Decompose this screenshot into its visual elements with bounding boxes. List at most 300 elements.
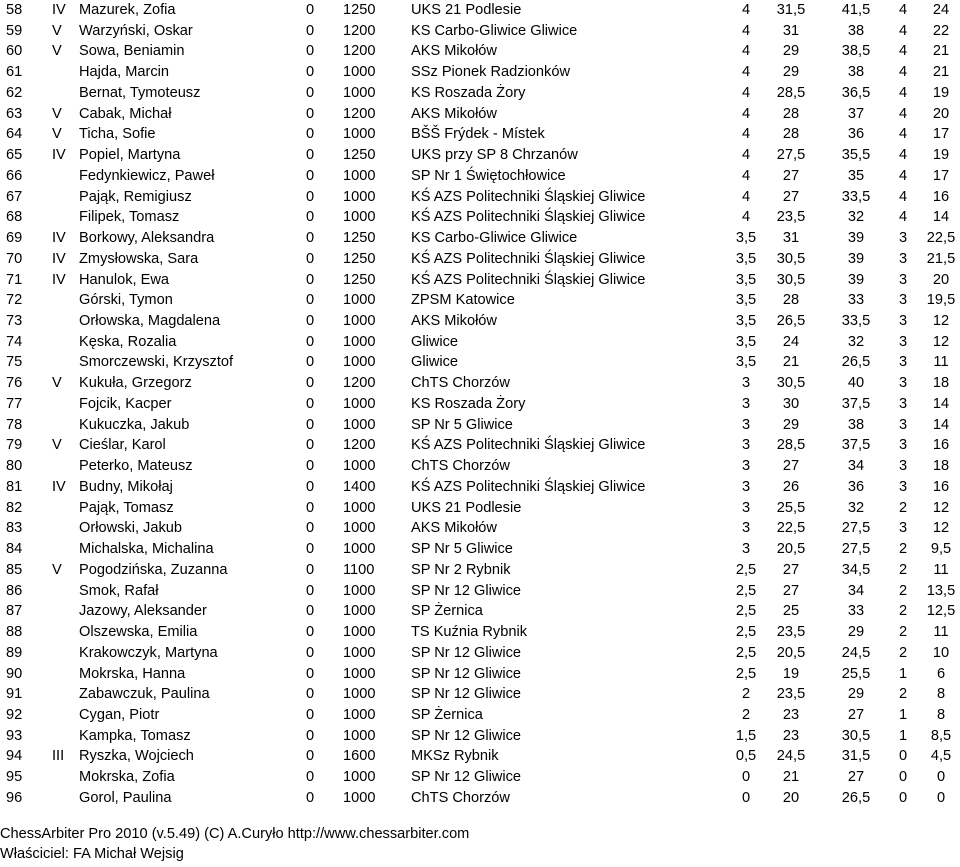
club-cell: SP Nr 12 Gliwice (411, 727, 522, 744)
fide-rating-cell: 0 (306, 561, 315, 578)
rank-cell: 1000 (343, 84, 376, 101)
rank-cell: 1600 (343, 748, 376, 765)
rank-cell: 1000 (343, 499, 376, 516)
player-name-cell: Orłowski, Jakub (79, 520, 182, 537)
rank-cell: 1000 (343, 333, 376, 350)
tiebreak-1-cell: 27 (782, 458, 800, 475)
place-cell: 89 (6, 644, 23, 661)
table-row (0, 145, 960, 166)
club-cell: SP Nr 12 Gliwice (411, 769, 522, 786)
player-name-cell: Olszewska, Emilia (79, 624, 198, 641)
fide-rating-cell: 0 (306, 665, 315, 682)
tiebreak-4-cell: 12 (932, 499, 950, 516)
club-cell: SP Nr 5 Gliwice (411, 416, 513, 433)
points-cell: 4 (741, 188, 751, 205)
rank-cell: 1000 (343, 624, 376, 641)
category-cell: IV (52, 250, 66, 267)
rank-cell: 1250 (343, 147, 376, 164)
rank-cell: 1250 (343, 230, 376, 247)
category-cell: IV (52, 147, 66, 164)
tiebreak-3-cell: 2 (898, 561, 908, 578)
tiebreak-1-cell: 27 (782, 167, 800, 184)
player-name-cell: Popiel, Martyna (79, 147, 181, 164)
place-cell: 91 (6, 686, 23, 703)
category-cell: V (52, 43, 62, 60)
club-cell: UKS 21 Podlesie (411, 2, 522, 18)
place-cell: 80 (6, 458, 23, 475)
place-cell: 90 (6, 665, 23, 682)
fide-rating-cell: 0 (306, 2, 315, 18)
category-cell: V (52, 437, 62, 454)
points-cell: 4 (741, 209, 751, 226)
fide-rating-cell: 0 (306, 126, 315, 143)
tiebreak-1-cell: 21 (782, 769, 800, 786)
tiebreak-1-cell: 20,5 (776, 644, 806, 661)
place-cell: 65 (6, 147, 23, 164)
rank-cell: 1200 (343, 437, 376, 454)
tiebreak-2-cell: 36 (847, 126, 865, 143)
tiebreak-2-cell: 27 (847, 769, 865, 786)
place-cell: 92 (6, 706, 23, 723)
table-row (0, 705, 960, 726)
tiebreak-2-cell: 32 (847, 209, 865, 226)
table-row (0, 352, 960, 373)
fide-rating-cell: 0 (306, 271, 315, 288)
points-cell: 4 (741, 147, 751, 164)
club-cell: ZPSM Katowice (411, 292, 515, 309)
tiebreak-3-cell: 4 (898, 167, 908, 184)
player-name-cell: Kęska, Rozalia (79, 333, 177, 350)
tiebreak-4-cell: 18 (932, 458, 950, 475)
fide-rating-cell: 0 (306, 313, 315, 330)
category-cell: IV (52, 478, 66, 495)
club-cell: SP Nr 12 Gliwice (411, 582, 522, 599)
tiebreak-4-cell: 22,5 (926, 230, 956, 247)
player-name-cell: Budny, Mikołaj (79, 478, 173, 495)
tiebreak-1-cell: 26 (782, 478, 800, 495)
table-row (0, 664, 960, 685)
fide-rating-cell: 0 (306, 416, 315, 433)
tiebreak-4-cell: 12 (932, 520, 950, 537)
table-row (0, 622, 960, 643)
tiebreak-4-cell: 4,5 (930, 748, 952, 765)
points-cell: 3 (741, 499, 751, 516)
table-row (0, 643, 960, 664)
fide-rating-cell: 0 (306, 333, 315, 350)
player-name-cell: Kukuła, Grzegorz (79, 375, 192, 392)
fide-rating-cell: 0 (306, 395, 315, 412)
points-cell: 1,5 (735, 727, 757, 744)
player-name-cell: Fedynkiewicz, Paweł (79, 167, 215, 184)
player-name-cell: Cabak, Michał (79, 105, 172, 122)
tiebreak-1-cell: 28 (782, 292, 800, 309)
category-cell: V (52, 126, 62, 143)
rank-cell: 1100 (343, 561, 375, 578)
club-cell: SP Nr 12 Gliwice (411, 665, 522, 682)
tiebreak-4-cell: 12 (932, 333, 950, 350)
tiebreak-2-cell: 33,5 (841, 313, 871, 330)
tiebreak-3-cell: 2 (898, 582, 908, 599)
table-row (0, 311, 960, 332)
club-cell: KS Carbo-Gliwice Gliwice (411, 230, 578, 247)
rank-cell: 1250 (343, 250, 376, 267)
fide-rating-cell: 0 (306, 250, 315, 267)
tiebreak-4-cell: 24 (932, 2, 950, 18)
tiebreak-1-cell: 22,5 (776, 520, 806, 537)
points-cell: 2,5 (735, 561, 757, 578)
player-name-cell: Gorol, Paulina (79, 789, 172, 806)
category-cell: V (52, 561, 62, 578)
player-name-cell: Mokrska, Zofia (79, 769, 175, 786)
fide-rating-cell: 0 (306, 706, 315, 723)
tiebreak-3-cell: 0 (898, 769, 908, 786)
place-cell: 63 (6, 105, 23, 122)
table-row (0, 498, 960, 519)
table-row (0, 104, 960, 125)
place-cell: 77 (6, 395, 23, 412)
tiebreak-1-cell: 27 (782, 582, 800, 599)
tiebreak-2-cell: 33,5 (841, 188, 871, 205)
rank-cell: 1000 (343, 644, 376, 661)
tiebreak-3-cell: 3 (898, 520, 908, 537)
place-cell: 94 (6, 748, 23, 765)
tiebreak-1-cell: 23,5 (776, 686, 806, 703)
table-row (0, 124, 960, 145)
tiebreak-2-cell: 33 (847, 292, 865, 309)
rank-cell: 1200 (343, 43, 376, 60)
table-row (0, 228, 960, 249)
points-cell: 4 (741, 43, 751, 60)
fide-rating-cell: 0 (306, 188, 315, 205)
club-cell: KŚ AZS Politechniki Śląskiej Gliwice (411, 250, 646, 267)
fide-rating-cell: 0 (306, 437, 315, 454)
tiebreak-1-cell: 25 (782, 603, 800, 620)
points-cell: 3,5 (735, 313, 757, 330)
tiebreak-4-cell: 0 (936, 789, 946, 806)
category-cell: V (52, 105, 62, 122)
club-cell: SP Nr 2 Rybnik (411, 561, 511, 578)
points-cell: 4 (741, 105, 751, 122)
rank-cell: 1000 (343, 665, 376, 682)
points-cell: 4 (741, 64, 751, 81)
place-cell: 67 (6, 188, 23, 205)
place-cell: 87 (6, 603, 23, 620)
club-cell: SP Nr 12 Gliwice (411, 686, 522, 703)
software-credit: ChessArbiter Pro 2010 (v.5.49) (C) A.Curyło http://www.chessarbiter.com (0, 826, 470, 842)
place-cell: 85 (6, 561, 23, 578)
tiebreak-3-cell: 3 (898, 478, 908, 495)
points-cell: 2,5 (735, 582, 757, 599)
tiebreak-4-cell: 21,5 (926, 250, 956, 267)
tiebreak-3-cell: 4 (898, 22, 908, 39)
table-row (0, 518, 960, 539)
tiebreak-2-cell: 37 (847, 105, 865, 122)
fide-rating-cell: 0 (306, 541, 315, 558)
rank-cell: 1000 (343, 582, 376, 599)
fide-rating-cell: 0 (306, 167, 315, 184)
player-name-cell: Michalska, Michalina (79, 541, 214, 558)
rank-cell: 1000 (343, 727, 376, 744)
club-cell: UKS przy SP 8 Chrzanów (411, 147, 578, 164)
tiebreak-4-cell: 8 (936, 686, 946, 703)
tiebreak-3-cell: 1 (898, 706, 908, 723)
player-name-cell: Warzyński, Oskar (79, 22, 193, 39)
tiebreak-2-cell: 38,5 (841, 43, 871, 60)
table-row (0, 207, 960, 228)
tiebreak-3-cell: 3 (898, 395, 908, 412)
place-cell: 59 (6, 22, 23, 39)
table-row (0, 166, 960, 187)
tiebreak-4-cell: 16 (932, 437, 950, 454)
rank-cell: 1000 (343, 209, 376, 226)
tiebreak-2-cell: 33 (847, 603, 865, 620)
fide-rating-cell: 0 (306, 603, 315, 620)
tiebreak-2-cell: 32 (847, 499, 865, 516)
tiebreak-1-cell: 24,5 (776, 748, 806, 765)
rank-cell: 1250 (343, 2, 376, 18)
place-cell: 68 (6, 209, 23, 226)
rank-cell: 1000 (343, 686, 376, 703)
place-cell: 88 (6, 624, 23, 641)
tiebreak-2-cell: 24,5 (841, 644, 871, 661)
club-cell: AKS Mikołów (411, 313, 497, 330)
fide-rating-cell: 0 (306, 84, 315, 101)
fide-rating-cell: 0 (306, 64, 315, 81)
tiebreak-3-cell: 3 (898, 292, 908, 309)
club-cell: KS Carbo-Gliwice Gliwice (411, 22, 578, 39)
tiebreak-3-cell: 4 (898, 84, 908, 101)
place-cell: 69 (6, 230, 23, 247)
club-cell: SSz Pionek Radzionków (411, 64, 570, 81)
tiebreak-3-cell: 0 (898, 748, 908, 765)
place-cell: 95 (6, 769, 23, 786)
club-cell: KŚ AZS Politechniki Śląskiej Gliwice (411, 437, 646, 454)
player-name-cell: Mokrska, Hanna (79, 665, 186, 682)
tiebreak-1-cell: 23 (782, 706, 800, 723)
points-cell: 3,5 (735, 333, 757, 350)
tiebreak-3-cell: 3 (898, 271, 908, 288)
tiebreak-4-cell: 11 (933, 624, 949, 641)
club-cell: KŚ AZS Politechniki Śląskiej Gliwice (411, 209, 646, 226)
category-cell: V (52, 22, 62, 39)
fide-rating-cell: 0 (306, 644, 315, 661)
rank-cell: 1250 (343, 271, 376, 288)
place-cell: 93 (6, 727, 23, 744)
tiebreak-2-cell: 35 (847, 167, 865, 184)
fide-rating-cell: 0 (306, 499, 315, 516)
tiebreak-1-cell: 31 (782, 22, 800, 39)
tiebreak-4-cell: 19 (932, 147, 950, 164)
club-cell: KŚ AZS Politechniki Śląskiej Gliwice (411, 271, 646, 288)
tiebreak-2-cell: 38 (847, 416, 865, 433)
points-cell: 0 (741, 789, 751, 806)
tiebreak-1-cell: 29 (782, 64, 800, 81)
rank-cell: 1200 (343, 375, 376, 392)
club-cell: ChTS Chorzów (411, 789, 510, 806)
table-row (0, 726, 960, 747)
category-cell: III (52, 748, 65, 765)
tiebreak-2-cell: 39 (847, 271, 865, 288)
rank-cell: 1400 (343, 478, 376, 495)
tiebreak-3-cell: 2 (898, 644, 908, 661)
fide-rating-cell: 0 (306, 209, 315, 226)
tiebreak-2-cell: 38 (847, 64, 865, 81)
category-cell: IV (52, 230, 66, 247)
rank-cell: 1000 (343, 520, 376, 537)
rank-cell: 1000 (343, 789, 376, 806)
player-name-cell: Zabawczuk, Paulina (79, 686, 210, 703)
tiebreak-4-cell: 10 (932, 644, 950, 661)
tiebreak-4-cell: 20 (932, 105, 950, 122)
club-cell: Gliwice (411, 354, 459, 371)
player-name-cell: Fojcik, Kacper (79, 395, 172, 412)
points-cell: 3,5 (735, 354, 757, 371)
points-cell: 2,5 (735, 644, 757, 661)
tiebreak-2-cell: 40 (847, 375, 865, 392)
player-name-cell: Kampka, Tomasz (79, 727, 191, 744)
tiebreak-1-cell: 20,5 (776, 541, 806, 558)
points-cell: 0,5 (735, 748, 757, 765)
tiebreak-3-cell: 4 (898, 188, 908, 205)
tiebreak-2-cell: 39 (847, 250, 865, 267)
tiebreak-1-cell: 29 (782, 416, 800, 433)
table-row (0, 539, 960, 560)
points-cell: 3 (741, 458, 751, 475)
table-row (0, 560, 960, 581)
rank-cell: 1200 (343, 105, 376, 122)
club-cell: AKS Mikołów (411, 105, 497, 122)
points-cell: 2,5 (735, 665, 757, 682)
tiebreak-4-cell: 13,5 (926, 582, 956, 599)
category-cell: V (52, 375, 62, 392)
rank-cell: 1000 (343, 64, 376, 81)
club-cell: SP Nr 1 Świętochłowice (411, 167, 566, 184)
player-name-cell: Cieślar, Karol (79, 437, 166, 454)
tiebreak-1-cell: 25,5 (776, 499, 806, 516)
points-cell: 3,5 (735, 230, 757, 247)
place-cell: 58 (6, 2, 23, 18)
fide-rating-cell: 0 (306, 520, 315, 537)
table-row (0, 788, 960, 809)
place-cell: 62 (6, 84, 23, 101)
tiebreak-2-cell: 37,5 (841, 437, 871, 454)
fide-rating-cell: 0 (306, 624, 315, 641)
tiebreak-4-cell: 22 (932, 22, 950, 39)
points-cell: 2,5 (735, 603, 757, 620)
player-name-cell: Smorczewski, Krzysztof (79, 354, 234, 371)
tiebreak-1-cell: 23,5 (776, 209, 806, 226)
table-row (0, 249, 960, 270)
club-cell: ChTS Chorzów (411, 458, 510, 475)
place-cell: 86 (6, 582, 23, 599)
tiebreak-2-cell: 36,5 (841, 84, 871, 101)
tiebreak-2-cell: 36 (847, 478, 865, 495)
owner-line: Właściciel: FA Michał Wejsig (0, 846, 184, 862)
player-name-cell: Pogodzińska, Zuzanna (79, 561, 228, 578)
club-cell: SP Żernica (411, 706, 483, 723)
category-cell: IV (52, 271, 66, 288)
tiebreak-2-cell: 27,5 (841, 520, 871, 537)
player-name-cell: Bernat, Tymoteusz (79, 84, 201, 101)
player-name-cell: Pająk, Remigiusz (79, 188, 192, 205)
fide-rating-cell: 0 (306, 354, 315, 371)
points-cell: 4 (741, 22, 751, 39)
fide-rating-cell: 0 (306, 686, 315, 703)
tiebreak-4-cell: 14 (932, 416, 950, 433)
place-cell: 71 (6, 271, 23, 288)
tiebreak-1-cell: 23 (782, 727, 800, 744)
tiebreak-2-cell: 31,5 (841, 748, 871, 765)
table-row (0, 746, 960, 767)
points-cell: 3 (741, 395, 751, 412)
tiebreak-4-cell: 0 (936, 769, 946, 786)
tiebreak-4-cell: 11 (933, 354, 949, 371)
club-cell: KS Roszada Żory (411, 395, 526, 412)
tiebreak-4-cell: 19 (932, 84, 950, 101)
table-row (0, 290, 960, 311)
player-name-cell: Orłowska, Magdalena (79, 313, 221, 330)
rank-cell: 1000 (343, 292, 376, 309)
place-cell: 66 (6, 167, 23, 184)
player-name-cell: Górski, Tymon (79, 292, 173, 309)
tiebreak-3-cell: 2 (898, 499, 908, 516)
points-cell: 3,5 (735, 250, 757, 267)
tiebreak-2-cell: 35,5 (841, 147, 871, 164)
tiebreak-4-cell: 17 (932, 126, 950, 143)
points-cell: 3 (741, 520, 751, 537)
player-name-cell: Ryszka, Wojciech (79, 748, 194, 765)
table-row (0, 601, 960, 622)
tiebreak-1-cell: 23,5 (776, 624, 806, 641)
player-name-cell: Jazowy, Aleksander (79, 603, 207, 620)
table-row (0, 62, 960, 83)
points-cell: 3 (741, 478, 751, 495)
footer (0, 824, 469, 864)
tiebreak-3-cell: 4 (898, 64, 908, 81)
tiebreak-3-cell: 3 (898, 416, 908, 433)
place-cell: 60 (6, 43, 23, 60)
fide-rating-cell: 0 (306, 727, 315, 744)
tiebreak-3-cell: 2 (898, 686, 908, 703)
rank-cell: 1000 (343, 706, 376, 723)
fide-rating-cell: 0 (306, 582, 315, 599)
rank-cell: 1000 (343, 167, 376, 184)
place-cell: 76 (6, 375, 23, 392)
tiebreak-4-cell: 16 (932, 188, 950, 205)
tiebreak-3-cell: 3 (898, 230, 908, 247)
tiebreak-2-cell: 34 (847, 582, 865, 599)
tiebreak-2-cell: 34,5 (841, 561, 871, 578)
rank-cell: 1000 (343, 313, 376, 330)
fide-rating-cell: 0 (306, 292, 315, 309)
place-cell: 64 (6, 126, 23, 143)
table-row (0, 456, 960, 477)
player-name-cell: Krakowczyk, Martyna (79, 644, 218, 661)
tiebreak-2-cell: 37,5 (841, 395, 871, 412)
tiebreak-1-cell: 20 (782, 789, 800, 806)
club-cell: SP Żernica (411, 603, 483, 620)
club-cell: ChTS Chorzów (411, 375, 510, 392)
player-name-cell: Smok, Rafał (79, 582, 159, 599)
fide-rating-cell: 0 (306, 789, 315, 806)
tiebreak-4-cell: 16 (932, 478, 950, 495)
table-row (0, 477, 960, 498)
points-cell: 3 (741, 541, 751, 558)
tiebreak-4-cell: 9,5 (930, 541, 952, 558)
table-row (0, 270, 960, 291)
tiebreak-2-cell: 39 (847, 230, 865, 247)
table-row (0, 373, 960, 394)
